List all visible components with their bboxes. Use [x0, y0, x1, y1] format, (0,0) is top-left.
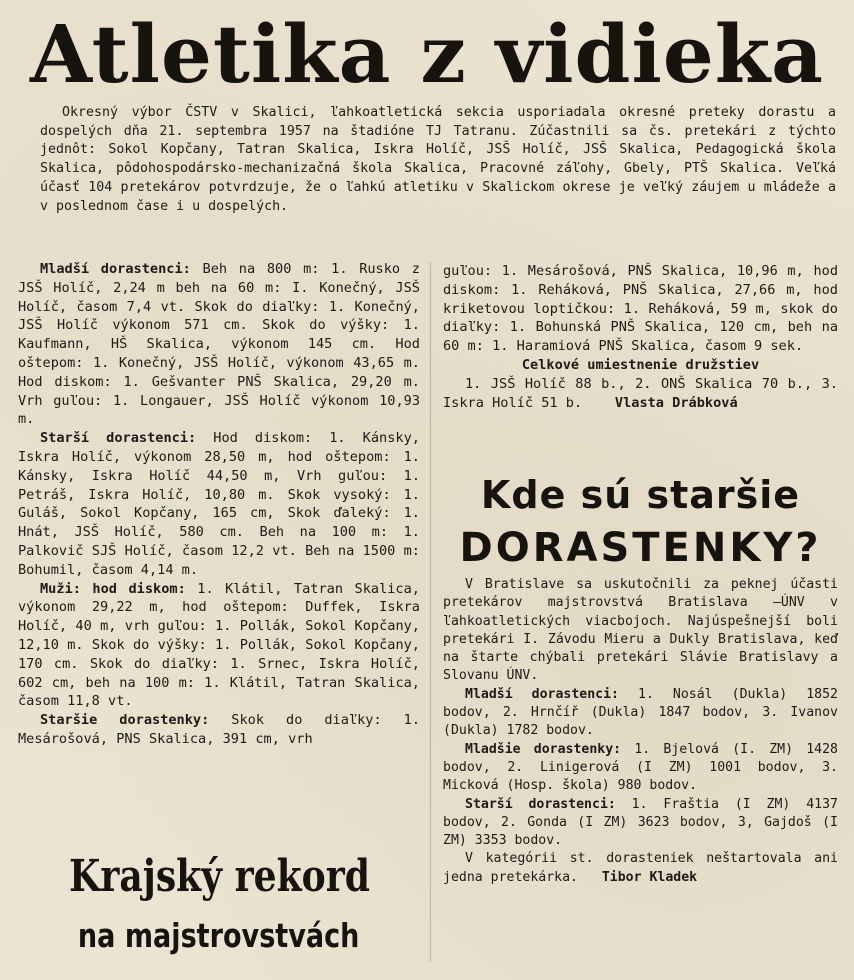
category-label: Mladší dorastenci:: [40, 261, 191, 277]
category-label: Mladšie dorastenky:: [465, 741, 622, 757]
author-signature: Vlasta Drábková: [614, 394, 738, 411]
results-text: 1. Klátil, Tatran Skalica, výkonom 29,22 m, hod oštepom: Duffek, Iskra Holíč, 40 m, vrh guľou: 1. Pollák, Sokol Kopčany, 12,10 m. Skok do výšky: 1. Pollák, Sokol Kopčany, 170 cm. Skok do diaľky: 1. Srnec, Iskra Holíč, 602 cm, beh na 100 m: 1. Klátil, Tatran Skalica, časom 11,8 vt.: [18, 580, 420, 710]
article2-result: [443, 796, 838, 851]
article2-title: [443, 470, 838, 576]
left-column: [18, 260, 420, 840]
article2-title-line2: DORASTENKY?: [459, 525, 822, 571]
headline: Atletika z vidieka: [29, 7, 824, 101]
article3-title-line1: [18, 848, 420, 906]
article2-intro: V Bratislave sa uskutočnili za peknej účasti pretekárov majstrovstvá Bratislava —ÚNV v ľahkoatletických viacbojoch. Najúspešnejší boli pretekári I. Závodu Mieru a Dukly Bratislava, keď na štarte chýbali pretekári Slávie Bratislavy a Slovanu ÚNV.: [443, 577, 838, 684]
article3-title-line2: [18, 910, 420, 962]
results-older-boys: [18, 429, 420, 579]
results-text: 1. Bjelová (I. ZM) 1428 bodov, 2. Linigerová (I ZM) 1001 bodov, 3. Micková (Hosp. škola) 980 bodov.: [443, 741, 838, 794]
results-text: Skok do diaľky: 1. Mesárošová, PNS Skalica, 391 cm, vrh: [18, 712, 420, 747]
author-signature: Tibor Kladek: [601, 869, 698, 885]
right-column-top: [443, 262, 838, 412]
article3-title-line2-text: na majstrovstvách: [78, 916, 360, 955]
results-older-girls: [18, 711, 420, 749]
category-label: Mladší dorastenci:: [465, 686, 619, 702]
closing-text: V kategórii st. dorasteniek neštartovala ani jedna pretekárka.: [443, 851, 838, 885]
article2-title-line1: Kde sú staršie: [480, 473, 801, 517]
article3-title-line1-text: Krajský rekord: [68, 851, 370, 902]
standings-text: [443, 375, 838, 413]
category-label: Muži: hod diskom:: [40, 580, 186, 597]
article2-closing: [443, 850, 838, 887]
category-label: Starší dorastenci:: [40, 430, 197, 447]
article2-result: [443, 741, 838, 796]
standings-values: 1. JSŠ Holíč 88 b., 2. ONŠ Skalica 70 b., 3. Iskra Holíč 51 b.: [443, 375, 838, 411]
results-text: Hod diskom: 1. Kánsky, Iskra Holíč, výkonom 28,50 m, hod oštepom: 1. Kánsky, Iskra Holíč 44,50 m, Vrh guľou: 1. Petráš, Iskra Holíč, 10,80 m. Skok vysoký: 1. Guláš, Sokol Kopčany, 165 cm, Skok ďaleký: 1. Hnát, JSŠ Holíč, 580 cm. Beh na 100 m: 1. Palkovič SJŠ Holíč, časom 12,2 vt. Beh na 1500 m: Bohumil, časom 4,14 m.: [18, 430, 420, 578]
results-younger-boys: [18, 260, 420, 429]
category-label: Starší dorastenci:: [465, 796, 616, 812]
results-men: [18, 580, 420, 712]
results-text: Beh na 800 m: 1. Rusko z JSŠ Holíč, 2,24 m beh na 60 m: I. Konečný, JSŠ Holíč, časom 7,4 vt. Skok do diaľky: 1. Konečný, JSŠ Holíč výkonom 571 cm. Skok do výšky: 1. Kaufmann, HŠ Skalica, výkonom 145 cm. Hod oštepom: 1. Konečný, JSŠ Holíč, výkonom 43,65 m. Hod diskom: 1. Gešvanter PNŠ Skalica, 29,20 m. Vrh guľou: 1. Longauer, JSŠ Holíč výkonom 10,93 m.: [18, 261, 420, 428]
category-label: Staršie dorastenky:: [40, 712, 210, 729]
article2-body: [443, 576, 838, 971]
intro-paragraph: Okresný výbor ČSTV v Skalici, ľahkoatletická sekcia usporiadala okresné preteky dorastu a dospelých dňa 21. septembra 1957 na štadióne TJ Tatranu. Zúčastnili sa čs. pretekári z týchto jednôt: Sokol Kopčany, Tatran Skalica, Iskra Holíč, JSŠ Holíč, JSŠ Skalica, Pedagogická škola Skalica, pôdohospodársko-mechanizačná škola Skalica, Pracovné záľohy, Gbely, PTŠ Skalica. Veľká účasť 104 pretekárov potvrdzuje, že o ľahkú atletiku v Skalickom okrese je veľký záujem u mládeže a v poslednom čase i u dospelých.: [40, 105, 836, 214]
article2-result: [443, 686, 838, 741]
results-text: 1. Nosál (Dukla) 1852 bodov, 2. Hrnčíř (Dukla) 1847 bodov, 3. Ivanov (Dukla) 1782 bodov.: [443, 686, 838, 739]
column-divider: [430, 262, 431, 962]
results-continued: guľou: 1. Mesárošová, PNŠ Skalica, 10,96 m, hod diskom: 1. Reháková, PNŠ Skalica, 27,66 m, hod kriketovou loptičkou: 1. Reháková, 59 m, skok do diaľky: 1. Bohunská PNŠ Skalica, 120 cm, beh na 60 m: 1. Haramiová PNŠ Skalica, časom 9 sek.: [443, 263, 838, 355]
results-text: 1. Fraštia (I ZM) 4137 bodov, 2. Gonda (I ZM) 3623 bodov, 3, Gajdoš (I ZM) 3353 bodov.: [443, 796, 838, 849]
standings-title: Celkové umiestnenie družstiev: [521, 356, 760, 373]
